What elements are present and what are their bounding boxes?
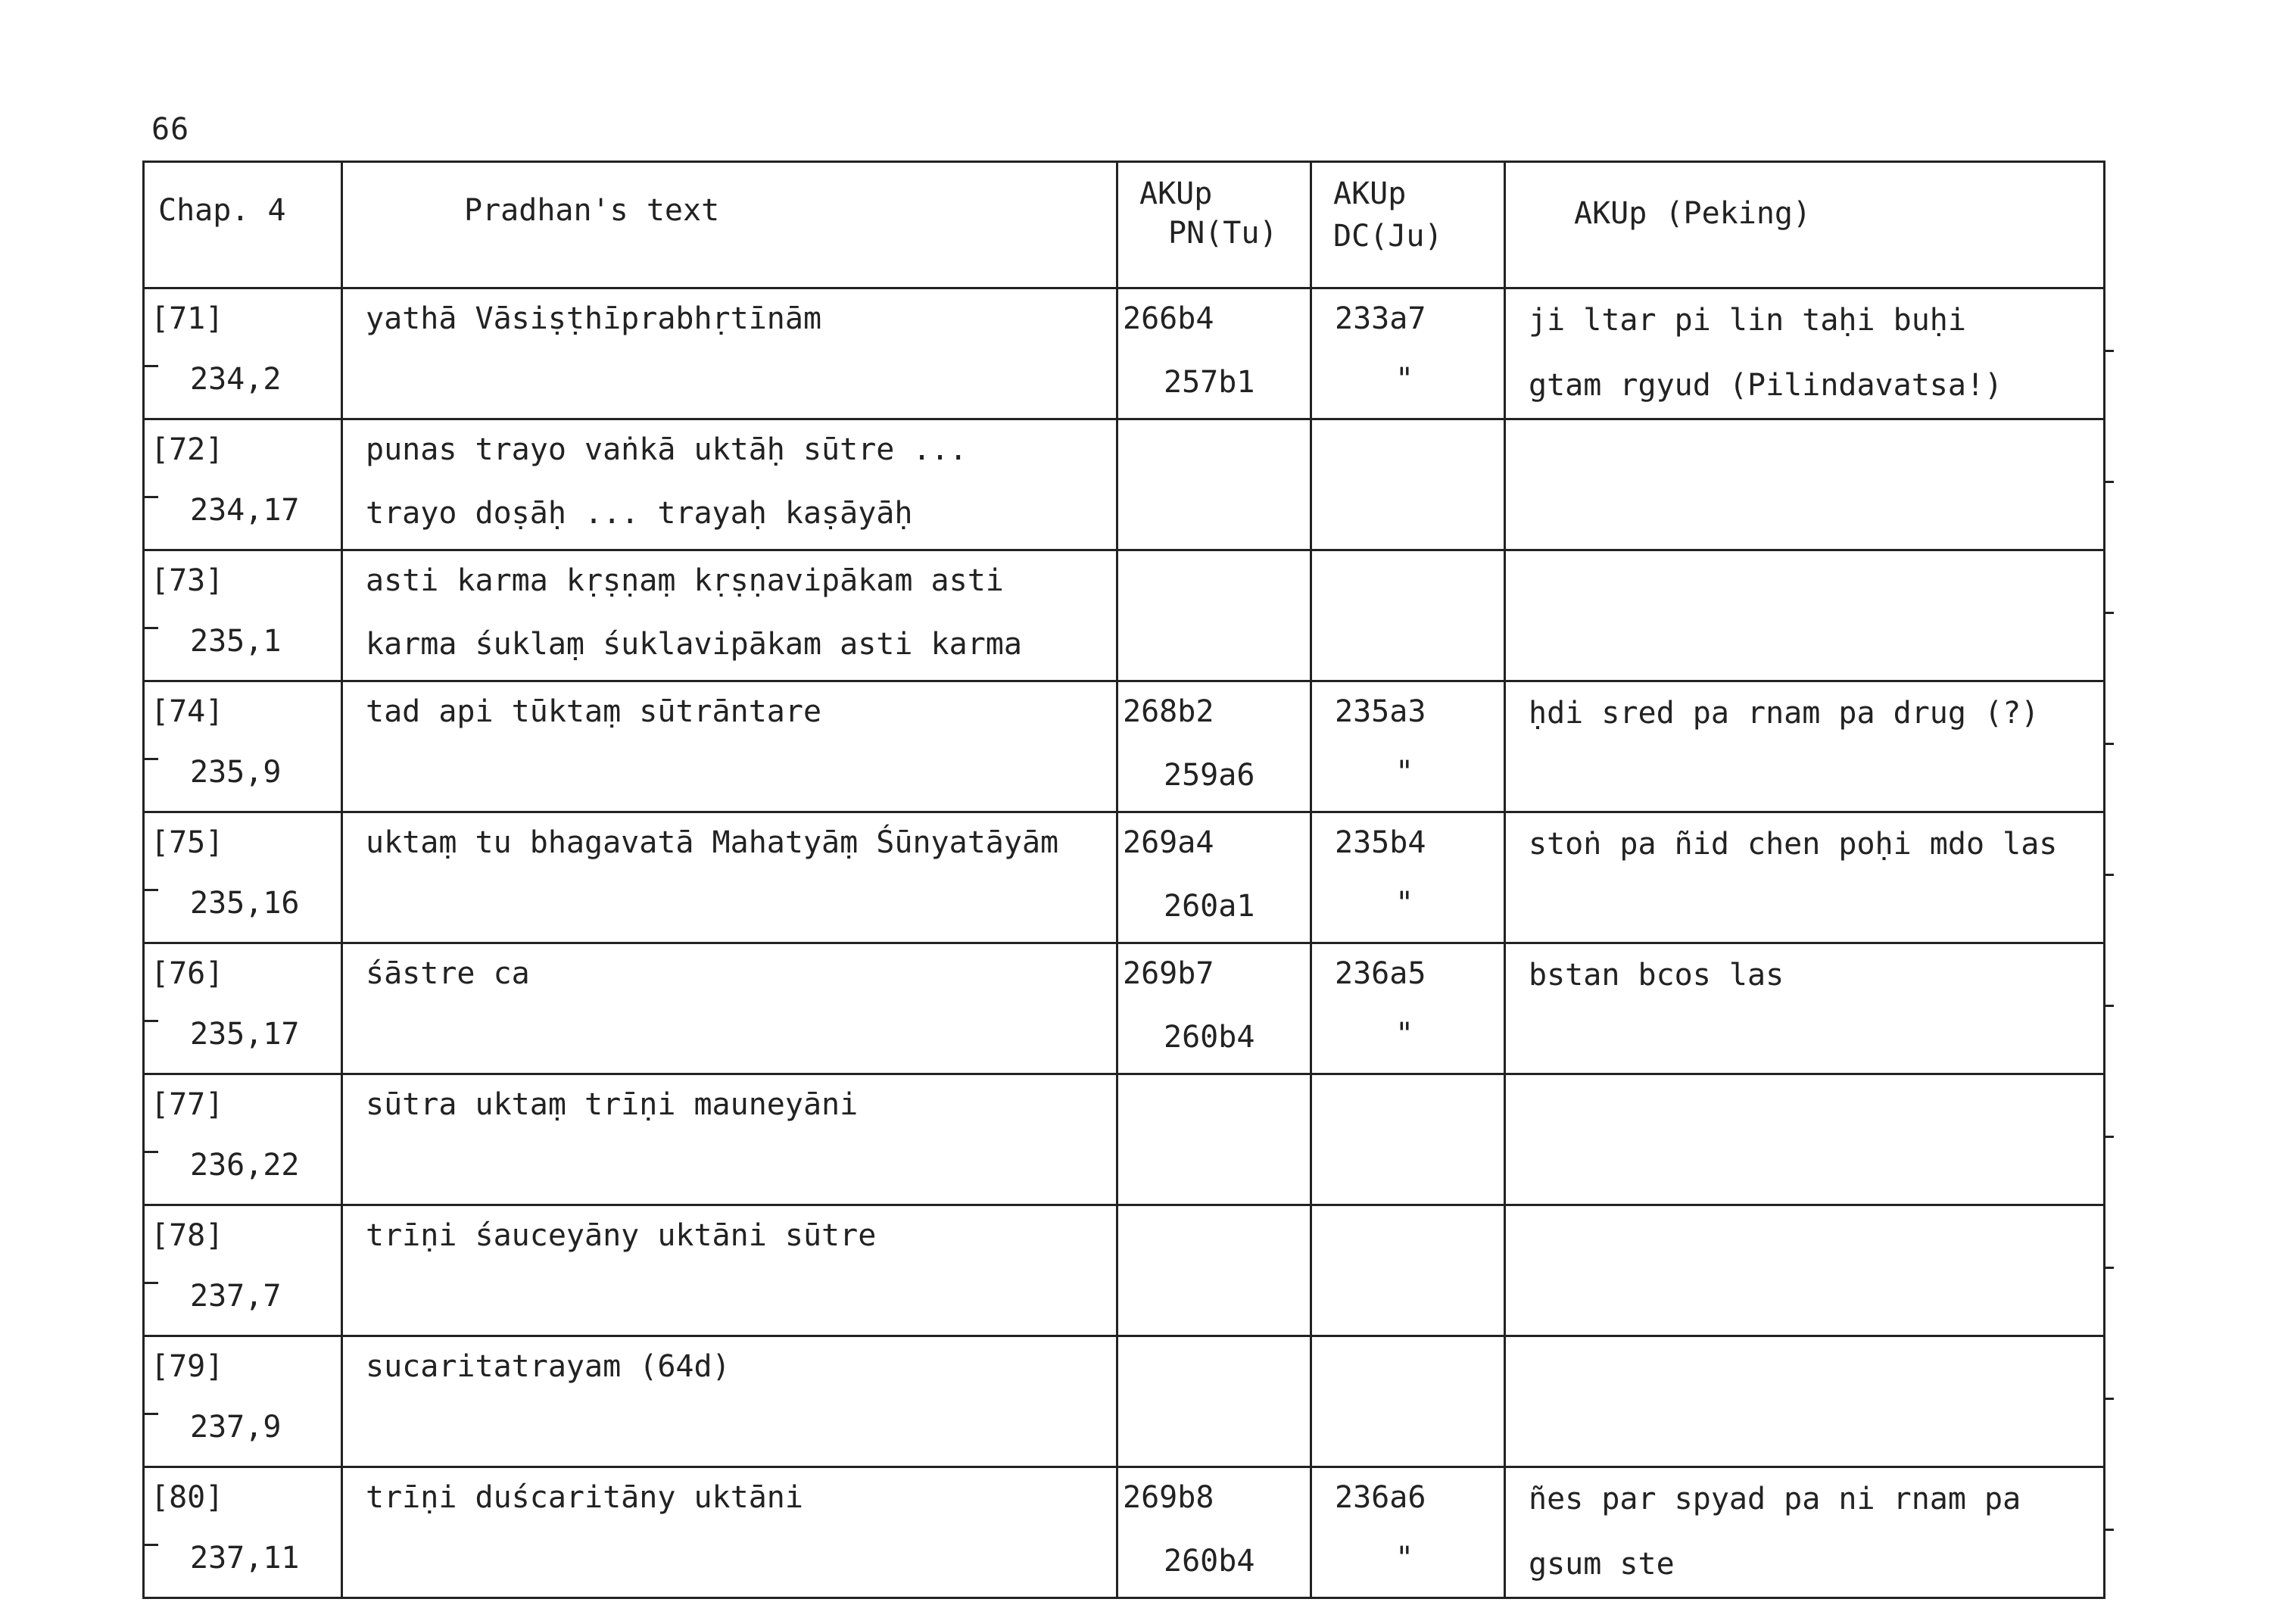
- dc-ref-2: ": [1395, 886, 1414, 921]
- peking-line-1: ñes par spyad pa ni rnam pa: [1529, 1482, 2021, 1516]
- pradhan-text-cell: [342, 681, 1117, 812]
- pn-ref-2: 260b4: [1164, 1544, 1255, 1579]
- akup-peking-cell: [1505, 1074, 2105, 1205]
- margin-tick: [145, 1544, 158, 1546]
- chapter-cell: [144, 1467, 342, 1598]
- akup-peking-cell: [1505, 419, 2105, 550]
- dc-ref-2: ": [1395, 1541, 1414, 1576]
- chapter-cell: [144, 1336, 342, 1467]
- entry-number: [79]: [151, 1349, 224, 1384]
- header-chapter: Chap. 4: [144, 162, 342, 288]
- page-line-ref: 235,16: [190, 886, 300, 921]
- peking-line-2: gsum ste: [1529, 1547, 1675, 1582]
- pradhan-text-cell: [342, 1205, 1117, 1336]
- akup-pn-cell: [1117, 550, 1311, 681]
- entry-number: [80]: [151, 1480, 224, 1515]
- pn-ref-1: 266b4: [1123, 301, 1214, 336]
- akup-pn-cell: [1117, 1467, 1311, 1598]
- akup-pn-cell: [1117, 1074, 1311, 1205]
- chapter-cell: [144, 812, 342, 943]
- entry-number: [74]: [151, 694, 224, 729]
- pn-ref-1: 269a4: [1123, 825, 1214, 860]
- header-akup-dc: [1311, 162, 1505, 288]
- pn-ref-2: 259a6: [1164, 758, 1255, 793]
- margin-tick: [145, 365, 158, 367]
- entry-number: [73]: [151, 563, 224, 598]
- margin-tick: [145, 627, 158, 629]
- pradhan-text-cell: [342, 812, 1117, 943]
- margin-tick: [2103, 350, 2114, 352]
- entry-number: [72]: [151, 432, 224, 467]
- margin-tick: [145, 1413, 158, 1415]
- akup-pn-cell: [1117, 812, 1311, 943]
- margin-tick: [145, 758, 158, 760]
- text-line-1: sucaritatrayam (64d): [366, 1349, 731, 1384]
- text-line-1: asti karma kṛṣṇaṃ kṛṣṇavipākam asti: [366, 563, 1004, 598]
- dc-ref-2: ": [1395, 1017, 1414, 1052]
- text-line-1: trīṇi śauceyāny uktāni sūtre: [366, 1218, 877, 1253]
- entry-number: [71]: [151, 301, 224, 336]
- pradhan-text-cell: [342, 943, 1117, 1074]
- table-row: [144, 1336, 2105, 1467]
- table-row: [144, 550, 2105, 681]
- margin-tick: [2103, 874, 2114, 876]
- text-line-2: karma śuklaṃ śuklavipākam asti karma: [366, 627, 1022, 662]
- akup-peking-cell: [1505, 943, 2105, 1074]
- peking-line-2: gtam rgyud (Pilindavatsa!): [1529, 368, 2003, 403]
- header-akup-dc-line2: DC(Ju): [1333, 219, 1443, 254]
- pn-ref-2: 260a1: [1164, 889, 1255, 924]
- text-line-1: sūtra uktaṃ trīṇi mauneyāni: [366, 1087, 859, 1122]
- margin-tick: [2103, 743, 2114, 745]
- pradhan-text-cell: [342, 1336, 1117, 1467]
- margin-tick: [145, 1151, 158, 1153]
- peking-line-1: ḥdi sred pa rnam pa drug (?): [1529, 696, 2040, 731]
- akup-peking-cell: [1505, 288, 2105, 419]
- table-row: [144, 943, 2105, 1074]
- entry-number: [78]: [151, 1218, 224, 1253]
- dc-ref-1: 236a5: [1335, 956, 1426, 991]
- akup-dc-cell: [1311, 1336, 1505, 1467]
- chapter-cell: [144, 681, 342, 812]
- margin-tick: [2103, 1136, 2114, 1138]
- pn-ref-1: 269b8: [1123, 1480, 1214, 1515]
- page-line-ref: 237,9: [190, 1410, 282, 1445]
- pn-ref-1: 268b2: [1123, 694, 1214, 729]
- page-number: 66: [151, 112, 190, 147]
- akup-peking-cell: [1505, 1205, 2105, 1336]
- chapter-cell: [144, 550, 342, 681]
- dc-ref-1: 235b4: [1335, 825, 1426, 860]
- pn-ref-1: 269b7: [1123, 956, 1214, 991]
- header-row: [144, 162, 2105, 288]
- chapter-cell: [144, 419, 342, 550]
- pradhan-text-cell: [342, 1467, 1117, 1598]
- margin-tick: [2103, 612, 2114, 614]
- page-line-ref: 234,2: [190, 362, 282, 397]
- margin-tick: [145, 1020, 158, 1022]
- akup-peking-cell: [1505, 1467, 2105, 1598]
- table-row: [144, 419, 2105, 550]
- akup-pn-cell: [1117, 288, 1311, 419]
- peking-line-1: stoṅ pa ñid chen poḥi mdo las: [1529, 827, 2058, 862]
- akup-dc-cell: [1311, 1074, 1505, 1205]
- text-line-1: yathā Vāsiṣṭhīprabhṛtīnām: [366, 301, 822, 336]
- akup-peking-cell: [1505, 681, 2105, 812]
- entry-number: [77]: [151, 1087, 224, 1122]
- dc-ref-1: 236a6: [1335, 1480, 1426, 1515]
- table-row: [144, 1205, 2105, 1336]
- margin-tick: [2103, 1267, 2114, 1269]
- margin-tick: [145, 889, 158, 891]
- peking-line-1: ji ltar pi lin taḥi buḥi: [1529, 303, 1966, 338]
- akup-dc-cell: [1311, 943, 1505, 1074]
- page-line-ref: 235,1: [190, 624, 282, 659]
- table-row: [144, 1074, 2105, 1205]
- margin-tick: [145, 496, 158, 498]
- akup-dc-cell: [1311, 1205, 1505, 1336]
- margin-tick: [2103, 1005, 2114, 1007]
- akup-pn-cell: [1117, 419, 1311, 550]
- akup-peking-cell: [1505, 550, 2105, 681]
- table-row: [144, 812, 2105, 943]
- akup-peking-cell: [1505, 1336, 2105, 1467]
- page-line-ref: 237,7: [190, 1279, 282, 1314]
- header-akup-pn-line1: AKUp: [1139, 176, 1213, 211]
- dc-ref-2: ": [1395, 362, 1414, 397]
- chapter-cell: [144, 288, 342, 419]
- akup-pn-cell: [1117, 1336, 1311, 1467]
- page-line-ref: 234,17: [190, 493, 300, 528]
- header-pradhan-text: Pradhan's text: [342, 162, 1117, 288]
- entry-number: [75]: [151, 825, 224, 860]
- pradhan-text-cell: [342, 419, 1117, 550]
- akup-peking-cell: [1505, 812, 2105, 943]
- akup-dc-cell: [1311, 550, 1505, 681]
- header-akup-peking: AKUp (Peking): [1505, 162, 2105, 288]
- header-akup-pn-line2: PN(Tu): [1168, 216, 1278, 251]
- akup-dc-cell: [1311, 1467, 1505, 1598]
- margin-tick: [2103, 481, 2114, 483]
- akup-pn-cell: [1117, 1205, 1311, 1336]
- pradhan-text-cell: [342, 550, 1117, 681]
- chapter-cell: [144, 1074, 342, 1205]
- akup-dc-cell: [1311, 288, 1505, 419]
- dc-ref-2: ": [1395, 755, 1414, 790]
- pn-ref-2: 260b4: [1164, 1020, 1255, 1055]
- concordance-table: [142, 161, 2105, 1599]
- pn-ref-2: 257b1: [1164, 365, 1255, 400]
- entry-number: [76]: [151, 956, 224, 991]
- text-line-1: tad api tūktaṃ sūtrāntare: [366, 694, 822, 729]
- margin-tick: [2103, 1529, 2114, 1531]
- peking-line-1: bstan bcos las: [1529, 958, 1784, 993]
- page-line-ref: 237,11: [190, 1541, 300, 1576]
- akup-dc-cell: [1311, 812, 1505, 943]
- table-row: [144, 681, 2105, 812]
- pradhan-text-cell: [342, 288, 1117, 419]
- table-row: [144, 1467, 2105, 1598]
- text-line-1: punas trayo vaṅkā uktāḥ sūtre ...: [366, 432, 968, 467]
- table-row: [144, 288, 2105, 419]
- text-line-1: śāstre ca: [366, 956, 530, 991]
- akup-pn-cell: [1117, 943, 1311, 1074]
- text-line-1: trīṇi duścaritāny uktāni: [366, 1480, 803, 1515]
- margin-tick: [2103, 1398, 2114, 1400]
- chapter-cell: [144, 943, 342, 1074]
- pradhan-text-cell: [342, 1074, 1117, 1205]
- page-line-ref: 236,22: [190, 1148, 300, 1183]
- akup-dc-cell: [1311, 681, 1505, 812]
- margin-tick: [145, 1282, 158, 1284]
- page-line-ref: 235,17: [190, 1017, 300, 1052]
- dc-ref-1: 235a3: [1335, 694, 1426, 729]
- akup-pn-cell: [1117, 681, 1311, 812]
- dc-ref-1: 233a7: [1335, 301, 1426, 336]
- text-line-2: trayo doṣāḥ ... trayaḥ kaṣāyāḥ: [366, 496, 913, 531]
- header-akup-pn: [1117, 162, 1311, 288]
- text-line-1: uktaṃ tu bhagavatā Mahatyāṃ Śūnyatāyām: [366, 825, 1059, 860]
- akup-dc-cell: [1311, 419, 1505, 550]
- chapter-cell: [144, 1205, 342, 1336]
- page-line-ref: 235,9: [190, 755, 282, 790]
- header-akup-dc-line1: AKUp: [1333, 176, 1407, 211]
